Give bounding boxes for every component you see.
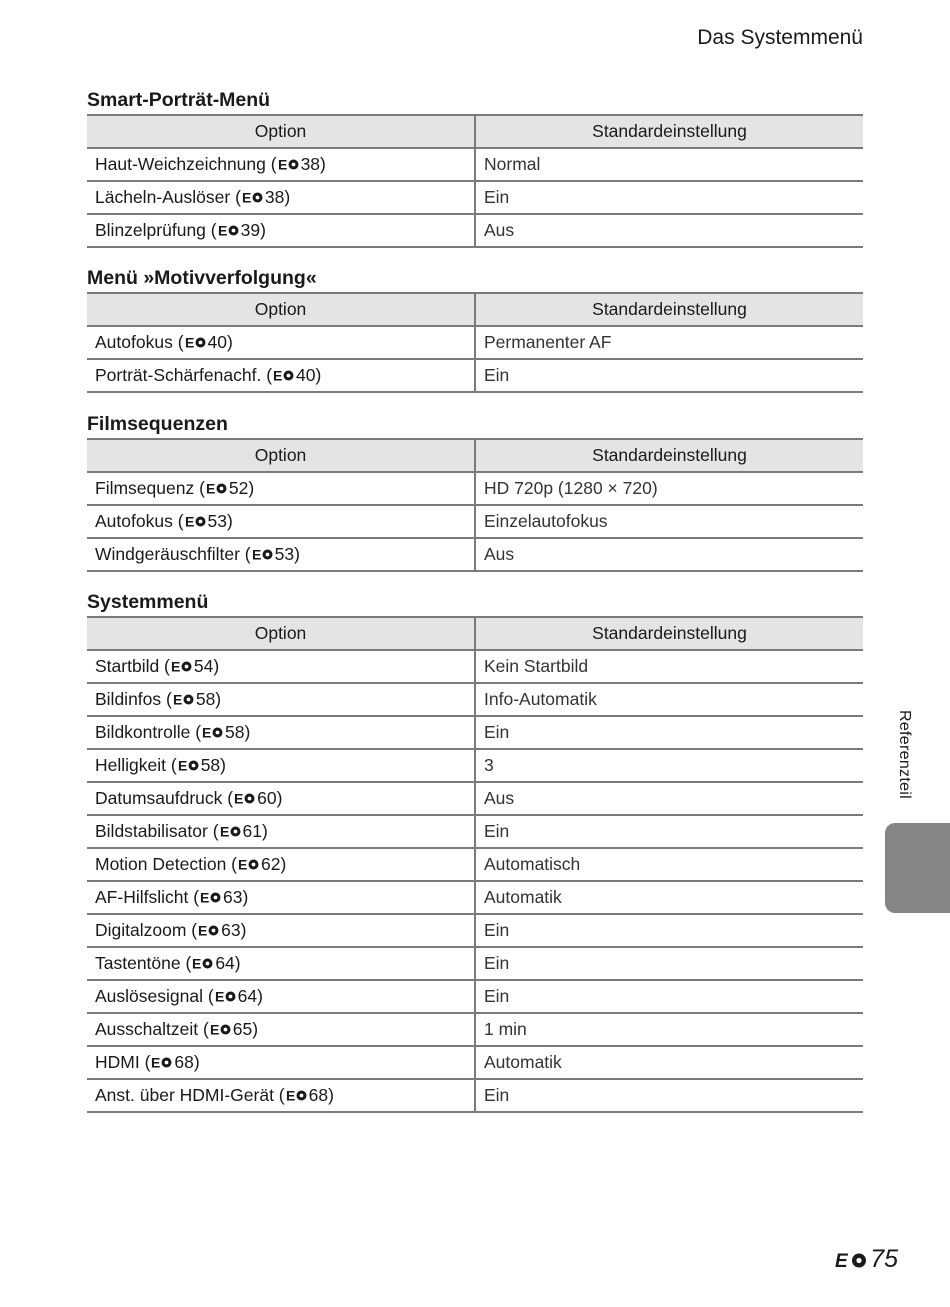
option-page-ref: 40) [207, 332, 233, 352]
default-value-cell: Ein [475, 359, 863, 392]
table-row [87, 326, 863, 359]
reference-e-icon [242, 190, 264, 204]
reference-e-icon [252, 547, 274, 561]
option-cell [87, 683, 475, 716]
option-page-ref: 38) [300, 154, 326, 174]
option-cell [87, 1079, 475, 1112]
reference-e-icon [185, 335, 207, 349]
default-value-cell: 1 min [475, 1013, 863, 1046]
option-page-ref: 40) [296, 365, 322, 385]
default-value-cell: Permanenter AF [475, 326, 863, 359]
option-label: HDMI ( [95, 1052, 151, 1072]
option-label: Bildkontrolle ( [95, 722, 202, 742]
option-cell [87, 538, 475, 571]
settings-table [87, 292, 863, 393]
table-header-row [87, 617, 863, 650]
reference-e-icon [835, 1250, 869, 1270]
option-page-ref: 60) [257, 788, 283, 808]
option-page-ref: 63) [223, 887, 249, 907]
option-page-ref: 61) [242, 821, 268, 841]
option-page-ref: 58) [200, 755, 226, 775]
option-page-ref: 65) [232, 1019, 259, 1039]
option-cell [87, 326, 475, 359]
reference-e-icon [206, 481, 228, 495]
table-header-row [87, 293, 863, 326]
reference-e-icon [210, 1022, 232, 1036]
settings-table [87, 114, 863, 248]
svg-text:E: E [277, 157, 287, 171]
settings-table [87, 438, 863, 572]
option-cell [87, 749, 475, 782]
option-cell [87, 716, 475, 749]
option-cell [87, 1013, 475, 1046]
svg-text:E: E [251, 547, 261, 561]
option-label: Haut-Weichzeichnung ( [95, 154, 277, 174]
table-row [87, 749, 863, 782]
page-number-text: 75 [870, 1245, 898, 1273]
option-page-ref: 54) [193, 656, 220, 676]
default-value-cell: Automatik [475, 1046, 863, 1079]
option-cell [87, 848, 475, 881]
option-cell [87, 181, 475, 214]
svg-text:E: E [205, 481, 216, 495]
option-label: Anst. über HDMI-Gerät ( [95, 1085, 285, 1105]
default-value-cell: Ein [475, 1079, 863, 1112]
table-row [87, 505, 863, 538]
table-row [87, 947, 863, 980]
option-cell [87, 980, 475, 1013]
option-page-ref: 58) [195, 689, 222, 709]
option-page-ref: 64) [237, 986, 263, 1006]
reference-e-icon [200, 890, 222, 904]
default-value-cell: Normal [475, 148, 863, 181]
svg-text:E: E [835, 1250, 848, 1270]
option-label: Autofokus ( [95, 511, 184, 531]
option-page-ref: 39) [240, 220, 266, 240]
svg-text:E: E [177, 758, 188, 772]
reference-e-icon [218, 223, 240, 237]
svg-text:E: E [285, 1088, 295, 1102]
column-header-default: Standardeinstellung [475, 115, 863, 148]
column-header-option: Option [87, 115, 475, 148]
option-page-ref: 53) [207, 511, 233, 531]
svg-text:E: E [273, 368, 283, 382]
table-row [87, 848, 863, 881]
side-tab [885, 823, 950, 913]
table-row [87, 1079, 863, 1112]
default-value-cell: Ein [475, 947, 863, 980]
column-header-option: Option [87, 293, 475, 326]
option-label: Lächeln-Auslöser ( [95, 187, 241, 207]
table-row [87, 538, 863, 571]
reference-e-icon [173, 692, 195, 706]
option-cell [87, 947, 475, 980]
settings-section [87, 410, 863, 572]
table-row [87, 716, 863, 749]
option-page-ref: 68) [174, 1052, 200, 1072]
option-label: Ausschaltzeit ( [95, 1019, 209, 1039]
table-header-row [87, 115, 863, 148]
option-label: Autofokus ( [95, 332, 184, 352]
reference-e-icon [178, 758, 200, 772]
svg-text:E: E [219, 824, 229, 838]
option-page-ref: 53) [274, 544, 300, 564]
option-cell [87, 914, 475, 947]
svg-text:E: E [184, 514, 194, 528]
option-cell [87, 650, 475, 683]
default-value-cell: Automatisch [475, 848, 863, 881]
svg-text:E: E [241, 190, 252, 204]
table-row [87, 914, 863, 947]
option-cell [87, 1046, 475, 1079]
column-header-option: Option [87, 439, 475, 472]
option-label: Windgeräuschfilter ( [95, 544, 251, 564]
reference-e-icon [238, 857, 260, 871]
svg-text:E: E [151, 1055, 161, 1069]
reference-e-icon [286, 1088, 308, 1102]
default-value-cell: Ein [475, 716, 863, 749]
table-row [87, 1046, 863, 1079]
option-page-ref: 52) [228, 478, 255, 498]
table-header-row [87, 439, 863, 472]
option-cell [87, 881, 475, 914]
svg-text:E: E [234, 791, 244, 805]
default-value-cell: 3 [475, 749, 863, 782]
column-header-default: Standardeinstellung [475, 293, 863, 326]
settings-section [87, 264, 863, 393]
table-row [87, 815, 863, 848]
svg-text:E: E [184, 335, 194, 349]
svg-text:E: E [238, 857, 248, 871]
option-label: Porträt-Schärfenachf. ( [95, 365, 273, 385]
option-label: Digitalzoom ( [95, 920, 198, 940]
svg-text:E: E [214, 989, 225, 1003]
option-label: Bildstabilisator ( [95, 821, 219, 841]
default-value-cell: Automatik [475, 881, 863, 914]
default-value-cell: Info-Automatik [475, 683, 863, 716]
option-cell [87, 214, 475, 247]
reference-e-icon [151, 1055, 173, 1069]
table-row [87, 472, 863, 505]
column-header-default: Standardeinstellung [475, 439, 863, 472]
option-page-ref: 63) [221, 920, 247, 940]
reference-e-icon [185, 514, 207, 528]
svg-text:E: E [198, 923, 208, 937]
column-header-option: Option [87, 617, 475, 650]
reference-e-icon [273, 368, 295, 382]
table-row [87, 683, 863, 716]
option-cell [87, 359, 475, 392]
section-title: Filmsequenzen [87, 413, 228, 435]
default-value-cell: Aus [475, 782, 863, 815]
default-value-cell: Aus [475, 538, 863, 571]
svg-text:E: E [170, 659, 181, 673]
option-label: Auslösesignal ( [95, 986, 214, 1006]
option-label: Datumsaufdruck ( [95, 788, 234, 808]
table-row [87, 181, 863, 214]
svg-text:E: E [202, 725, 212, 739]
option-label: AF-Hilfslicht ( [95, 887, 200, 907]
svg-text:E: E [200, 890, 210, 904]
settings-section [87, 588, 863, 1113]
table-row [87, 1013, 863, 1046]
reference-e-icon [192, 956, 214, 970]
table-row [87, 214, 863, 247]
svg-text:E: E [209, 1022, 220, 1036]
option-label: Bildinfos ( [95, 689, 172, 709]
table-row [87, 359, 863, 392]
default-value-cell: Einzelautofokus [475, 505, 863, 538]
svg-text:E: E [192, 956, 202, 970]
option-page-ref: 62) [261, 854, 287, 874]
option-label: Tastentöne ( [95, 953, 192, 973]
default-value-cell: Ein [475, 914, 863, 947]
option-cell [87, 815, 475, 848]
section-title: Menü »Motivverfolgung« [87, 267, 317, 289]
option-cell [87, 782, 475, 815]
option-label: Helligkeit ( [95, 755, 177, 775]
side-tab-label: Referenzteil [896, 710, 913, 799]
option-page-ref: 64) [215, 953, 241, 973]
section-title: Smart-Porträt-Menü [87, 89, 271, 111]
reference-e-icon [220, 824, 242, 838]
reference-e-icon [202, 725, 224, 739]
option-cell [87, 472, 475, 505]
option-cell [87, 505, 475, 538]
column-header-default: Standardeinstellung [475, 617, 863, 650]
table-row [87, 148, 863, 181]
page-header-title: Das Systemmenü [697, 26, 863, 49]
settings-table [87, 616, 863, 1113]
option-label: Filmsequenz ( [95, 478, 205, 498]
table-row [87, 650, 863, 683]
option-label: Startbild ( [95, 656, 170, 676]
option-cell [87, 148, 475, 181]
section-title: Systemmenü [87, 591, 209, 613]
default-value-cell: Kein Startbild [475, 650, 863, 683]
option-label: Motion Detection ( [95, 854, 238, 874]
settings-section [87, 86, 863, 248]
default-value-cell: HD 720p (1280 × 720) [475, 472, 863, 505]
default-value-cell: Ein [475, 980, 863, 1013]
reference-e-icon [171, 659, 193, 673]
page-number [835, 1245, 898, 1274]
table-row [87, 881, 863, 914]
reference-e-icon [198, 923, 220, 937]
svg-text:E: E [217, 223, 227, 237]
reference-e-icon [215, 989, 237, 1003]
option-page-ref: 38) [264, 187, 291, 207]
table-row [87, 782, 863, 815]
reference-e-icon [278, 157, 300, 171]
option-page-ref: 68) [308, 1085, 334, 1105]
reference-e-icon [234, 791, 256, 805]
default-value-cell: Aus [475, 214, 863, 247]
option-page-ref: 58) [225, 722, 251, 742]
default-value-cell: Ein [475, 815, 863, 848]
svg-text:E: E [172, 692, 183, 706]
table-row [87, 980, 863, 1013]
option-label: Blinzelprüfung ( [95, 220, 217, 240]
default-value-cell: Ein [475, 181, 863, 214]
